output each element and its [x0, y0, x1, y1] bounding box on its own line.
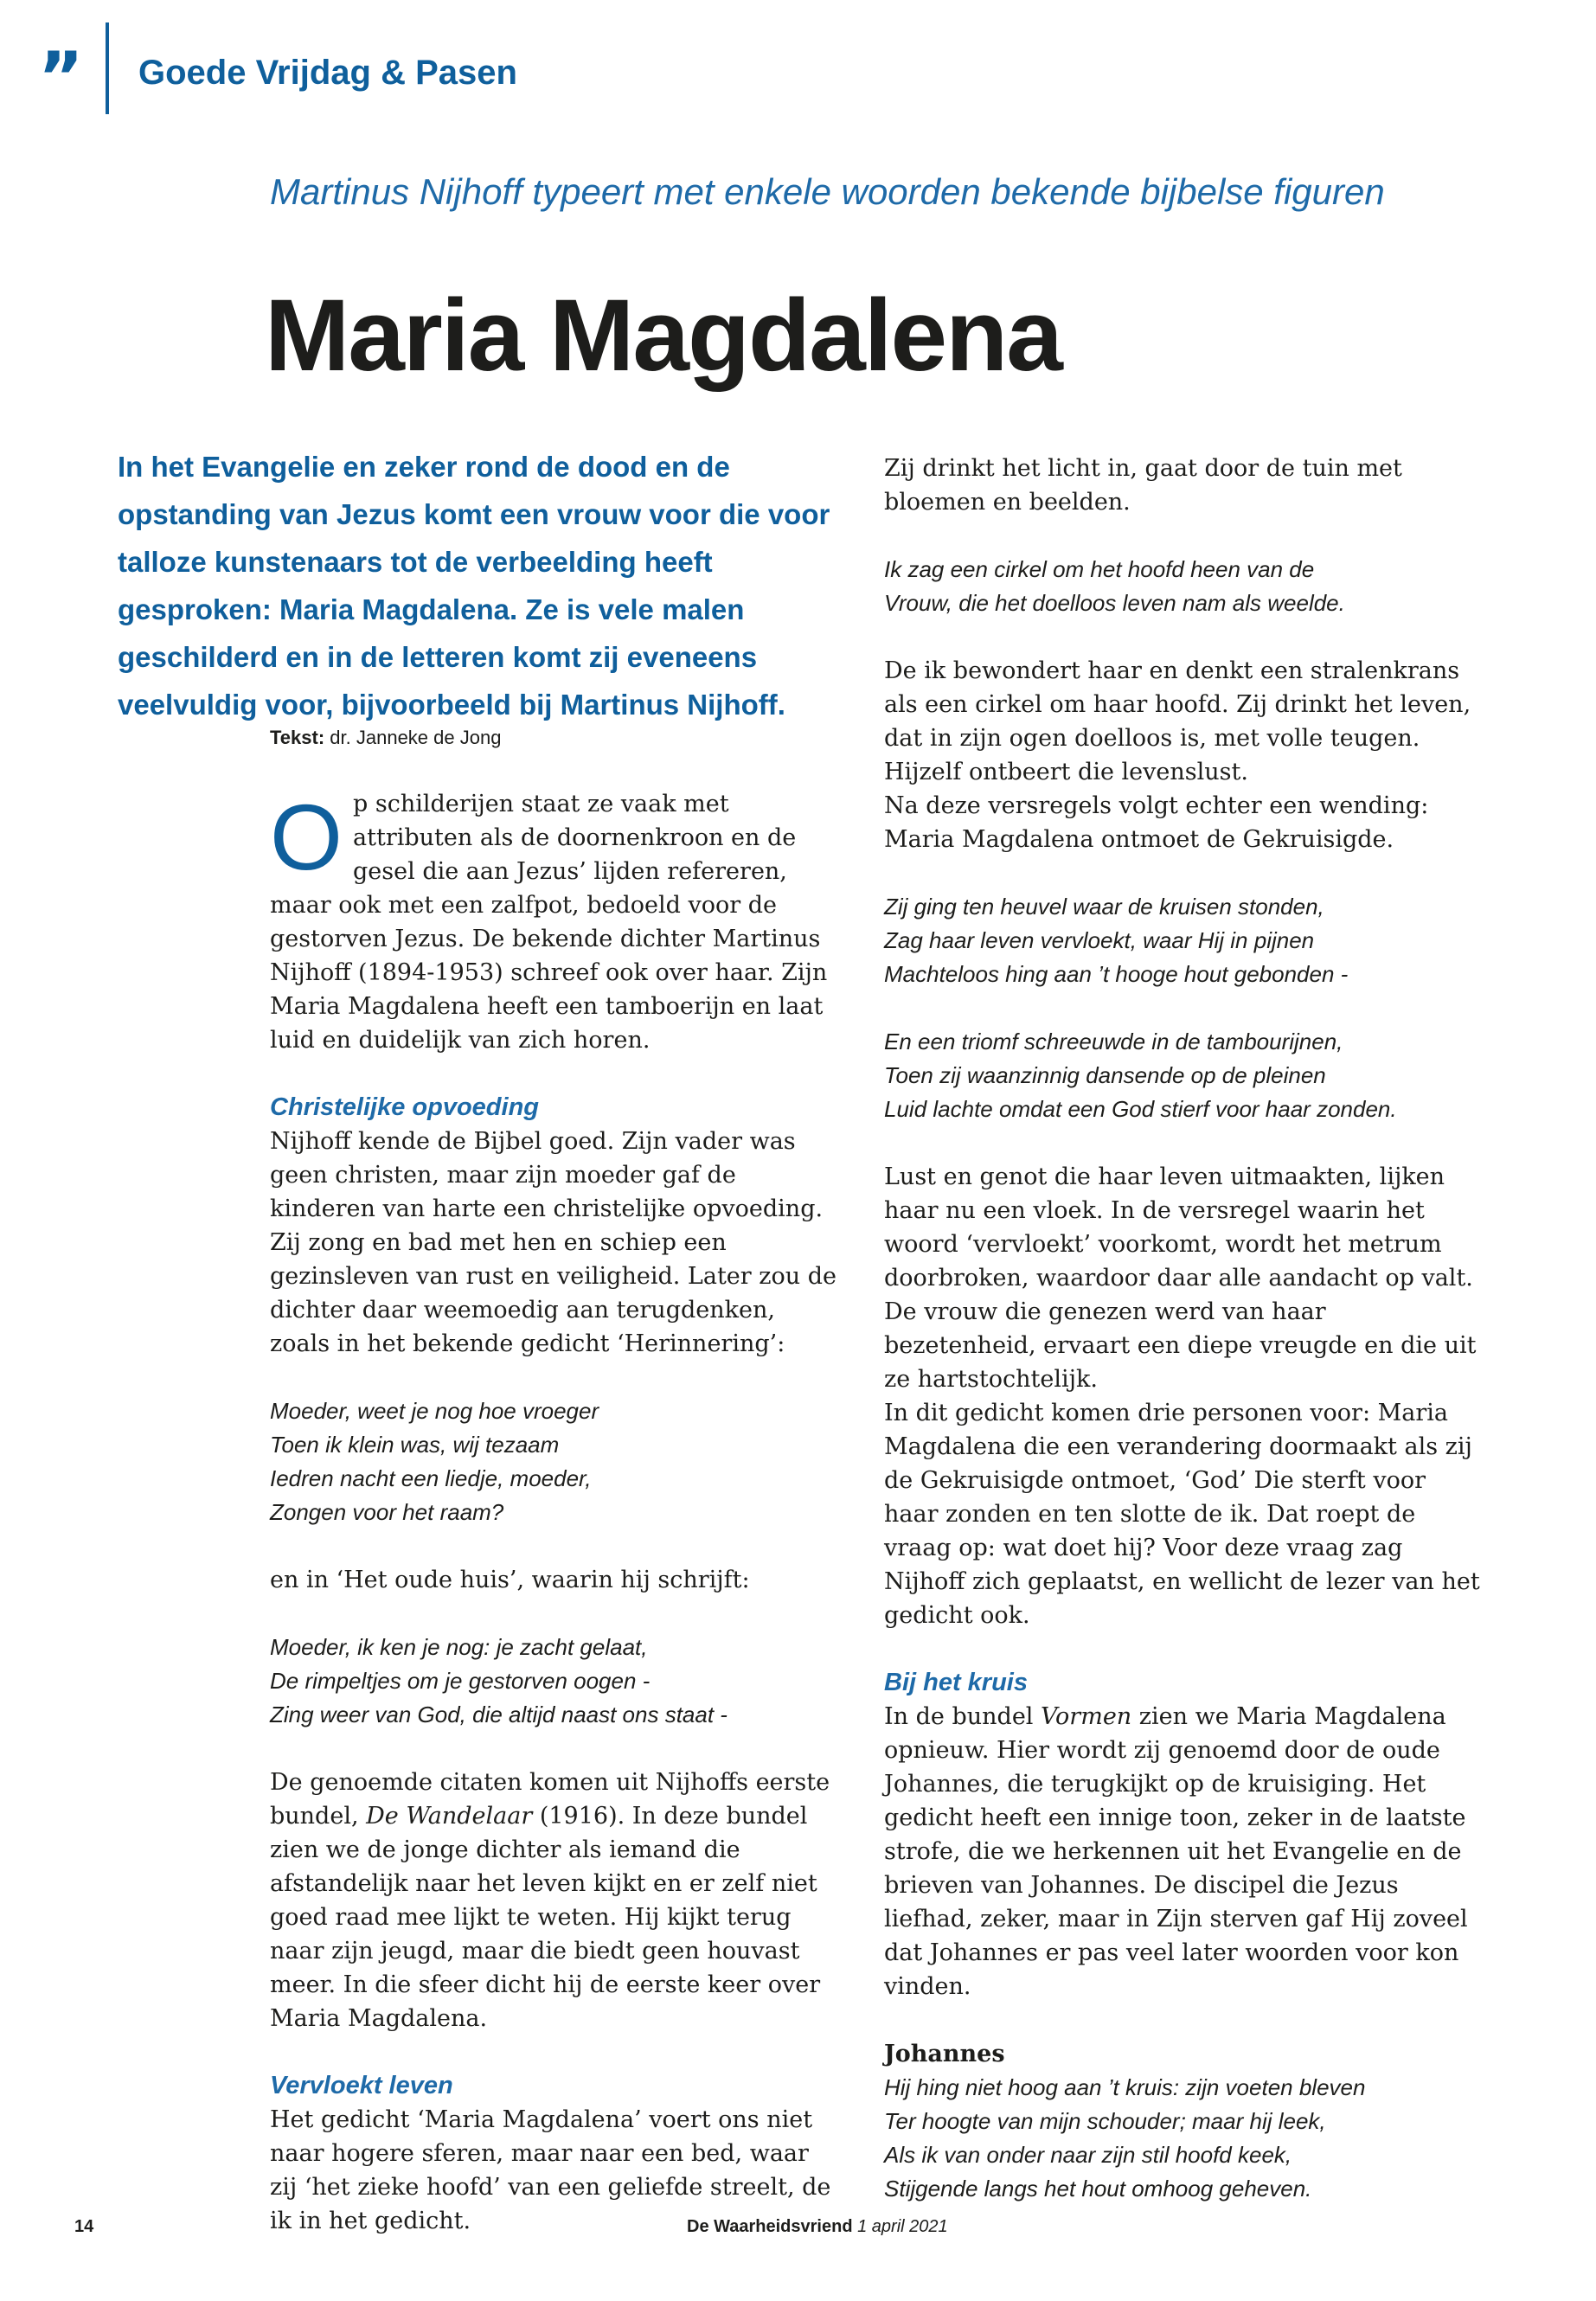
book-title: De Wandelaar: [366, 1803, 533, 1830]
poem-line: En een triomf schreeuwde in de tambourijnen,: [884, 1029, 1343, 1054]
poem-line: Machteloos hing aan ’t hooge hout gebonden -: [884, 961, 1349, 987]
poem-title-johannes: Johannes: [884, 2041, 1005, 2067]
poem-line: Ter hoogte van mijn schouder; maar hij leek,: [884, 2108, 1326, 2134]
poem-line: De rimpeltjes om je gestorven oogen -: [270, 1668, 651, 1694]
body-paragraph: Na deze versregels volgt echter een wending: Maria Magdalena ontmoet de Gekruisigde.: [884, 792, 1429, 853]
poem-excerpt: [884, 553, 1481, 620]
article-column-left: [270, 787, 841, 2238]
poem-line: Hij hing niet hoog aan ’t kruis: zijn voeten bleven: [884, 2074, 1366, 2100]
subheading-bij-het-kruis: Bij het kruis: [884, 1669, 1028, 1696]
poem-excerpt: [884, 890, 1481, 991]
poem-line: Moeder, weet je nog hoe vroeger: [270, 1398, 599, 1424]
quote-mark-icon: ”: [38, 37, 80, 118]
opening-text: p schilderijen staat ze vaak met attributen als de doornenkroon en de gesel die aan Jezus’ lijden refereren, maar ook met een zalfpot, bedoeld voor de gestorven Jezus. De bekende dichter Martinus Nijhoff (1894-1953) schreef ook over haar. Zijn Maria Magdalena heeft een tamboerijn en laat luid en duidelijk van zich horen.: [270, 791, 828, 1054]
poem-line: Iedren nacht een liedje, moeder,: [270, 1465, 592, 1491]
poem-herinnering: [270, 1394, 841, 1529]
body-text: In de bundel: [884, 1703, 1042, 1730]
byline: [270, 727, 501, 749]
poem-line: Zij ging ten heuvel waar de kruisen stonden,: [884, 894, 1324, 920]
poem-line: Zongen voor het raam?: [270, 1499, 504, 1525]
body-paragraph: en in ‘Het oude huis’, waarin hij schrijft:: [270, 1567, 750, 1593]
book-title: Vormen: [1041, 1703, 1132, 1730]
body-paragraph: Nijhoff kende de Bijbel goed. Zijn vader was geen christen, maar zijn moeder gaf de kinderen van harte een christelijke opvoeding. Zij zong en bad met hen en schiep een gezinsleven van rust en veiligheid. Later zou de dichter daar weemoedig aan terugdenken, zoals in het bekende gedicht ‘Herinnering’:: [270, 1128, 836, 1357]
body-paragraph: Het gedicht ‘Maria Magdalena’ voert ons niet naar hogere sferen, maar naar een bed, waar zij ‘het zieke hoofd’ van een geliefde streelt, de ik in het gedicht.: [270, 2106, 831, 2234]
body-paragraph: In dit gedicht komen drie personen voor: Maria Magdalena die een verandering doormaakt als zij de Gekruisigde ontmoet, ‘God’ Die sterft voor haar zonden en ten slotte de ik. Dat roept de vraag op: wat doet hij? Voor deze vraag zag Nijhoff zich geplaatst, en wellicht de lezer van het gedicht ook.: [884, 1400, 1480, 1629]
body-text: De genoemde citaten komen uit Nijhoffs eerste bundel,: [270, 1769, 830, 1830]
subheading-vervloekt-leven: Vervloekt leven: [270, 2072, 453, 2099]
poem-excerpt: [884, 1025, 1481, 1126]
headline: Maria Magdalena: [265, 279, 1061, 393]
intro-paragraph: In het Evangelie en zeker rond de dood en de opstanding van Jezus komt een vrouw voor die voor talloze kunstenaars tot de verbeelding heeft gesproken: Maria Magdalena. Ze is vele malen geschilderd en in de letteren komt zij eveneens veelvuldig voor, bijvoorbeeld bij Martinus Nijhoff.: [118, 451, 830, 721]
poem-line: Toen zij waanzinnig dansende op de pleinen: [884, 1062, 1326, 1088]
subheading-christelijke-opvoeding: Christelijke opvoeding: [270, 1093, 539, 1121]
byline-author: dr. Janneke de Jong: [330, 727, 502, 748]
magazine-name: De Waarheidsvriend: [687, 2217, 853, 2236]
poem-line: Luid lachte omdat een God stierf voor haar zonden.: [884, 1096, 1397, 1122]
body-paragraph: [884, 1700, 1481, 2003]
poem-line: Ik zag een cirkel om het hoofd heen van de: [884, 556, 1315, 582]
header-divider: [106, 22, 109, 114]
issue-date: 1 april 2021: [857, 2217, 948, 2236]
poem-line: Zag haar leven vervloekt, waar Hij in pijnen: [884, 927, 1315, 953]
poem-line: Als ik van onder naar zijn stil hoofd keek,: [884, 2142, 1292, 2168]
poem-line: Vrouw, die het doelloos leven nam als weelde.: [884, 590, 1345, 616]
poem-line: Stijgende langs het hout omhoog geheven.: [884, 2176, 1312, 2202]
body-paragraph: De ik bewondert haar en denkt een stralenkrans als een cirkel om haar hoofd. Zij drinkt het leven, dat in zijn ogen doelloos is, met volle teugen. Hijzelf ontbeert die levenslust.: [884, 657, 1471, 785]
poem-johannes: [884, 2071, 1481, 2206]
byline-label: Tekst:: [270, 727, 325, 748]
poem-line: Moeder, ik ken je nog: je zacht gelaat,: [270, 1634, 648, 1660]
article-column-right: [884, 452, 1481, 2240]
body-text: (1916). In deze bundel zien we de jonge dichter als iemand die afstandelijk naar het leven kijkt en er zelf niet goed raad mee lijkt te weten. Hij kijkt terug naar zijn jeugd, maar die biedt geen houvast meer. In die sfeer dicht hij de eerste keer over Maria Magdalena.: [270, 1803, 821, 2032]
opening-paragraph: [270, 787, 841, 1057]
poem-het-oude-huis: [270, 1631, 841, 1732]
section-title: Goede Vrijdag & Pasen: [138, 54, 517, 92]
footer-publication: [687, 2217, 948, 2237]
poem-line: Zing weer van God, die altijd naast ons staat -: [270, 1702, 727, 1727]
kicker: Martinus Nijhoff typeert met enkele woorden bekende bijbelse figuren: [270, 171, 1385, 212]
poem-line: Toen ik klein was, wij tezaam: [270, 1432, 560, 1458]
body-text: zien we Maria Magdalena opnieuw. Hier wordt zij genoemd door de oude Johannes, die terugkijkt op de kruisiging. Het gedicht heeft een innige toon, zeker in de laatste strofe, die we herkennen uit het Evangelie en de brieven van Johannes. De discipel die Jezus liefhad, zeker, maar in Zijn sterven gaf Hij zoveel dat Johannes er pas veel later woorden voor kon vinden.: [884, 1703, 1468, 2000]
page-number: 14: [74, 2217, 94, 2236]
body-paragraph: Lust en genot die haar leven uitmaakten, lijken haar nu een vloek. In de versregel waarin het woord ‘vervloekt’ voorkomt, wordt het metrum doorbroken, waardoor daar alle aandacht op valt. De vrouw die genezen werd van haar bezetenheid, ervaart een diepe vreugde en die uit ze hartstochtelijk.: [884, 1163, 1477, 1393]
body-paragraph: [270, 1766, 841, 2035]
body-paragraph: Zij drinkt het licht in, gaat door de tuin met bloemen en beelden.: [884, 455, 1402, 516]
drop-cap: O: [270, 785, 343, 889]
